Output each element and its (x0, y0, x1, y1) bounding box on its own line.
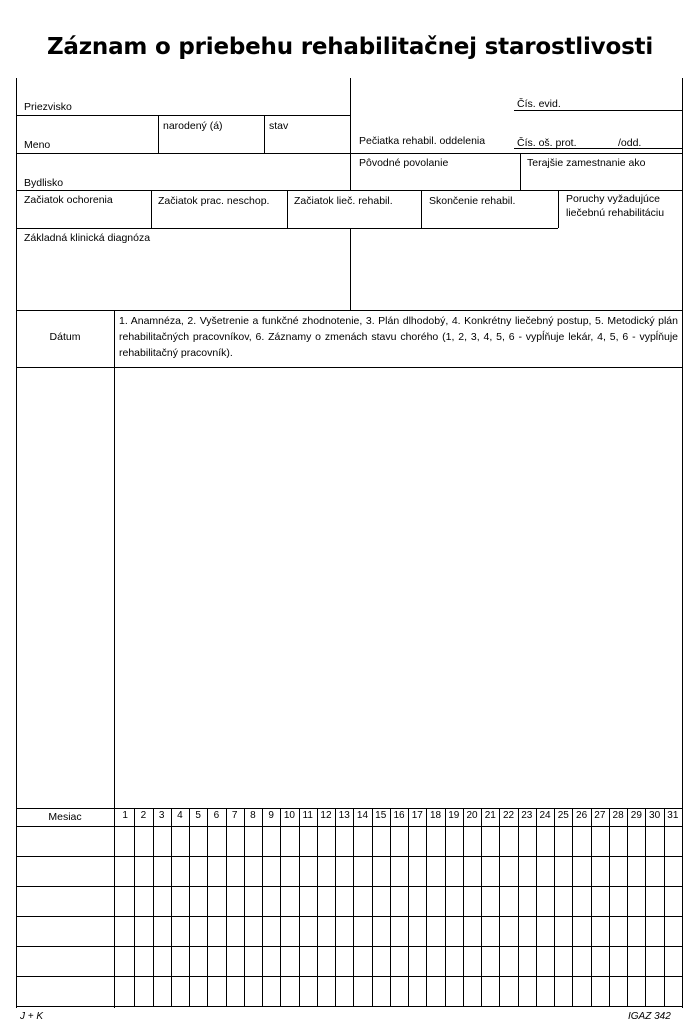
calendar-day-number: 6 (213, 810, 220, 821)
calendar-day-number: 29 (630, 810, 642, 821)
calendar-day-divider (645, 808, 646, 1006)
calendar-day-number: 4 (177, 810, 183, 821)
calendar-day-number: 10 (283, 810, 295, 821)
calendar-day-number: 26 (576, 810, 588, 821)
calendar-day-number: 1 (122, 810, 128, 821)
calendar-day-number: 23 (521, 810, 533, 821)
calendar-day-divider (280, 808, 281, 1006)
calendar-day-number: 24 (539, 810, 551, 821)
calendar-day-number: 15 (375, 810, 387, 821)
calendar-day-number: 8 (250, 810, 256, 821)
rehab-start-label: Začiatok lieč. rehabil. (294, 195, 393, 207)
calendar-day-divider (244, 808, 245, 1006)
rehab-end-label: Skončenie rehabil. (429, 195, 516, 207)
calendar-day-number: 9 (268, 810, 274, 821)
calendar-day-divider (499, 808, 500, 1006)
calendar-day-divider (445, 808, 446, 1006)
treatment-protocol-label: Čís. oš. prot. (517, 137, 577, 149)
calendar-day-number: 13 (338, 810, 350, 821)
calendar-day-divider (609, 808, 610, 1006)
calendar-day-number: 21 (484, 810, 496, 821)
disorders-label-line2: liečebnú rehabilitáciu (566, 207, 665, 219)
calendar-day-number: 30 (649, 810, 661, 821)
disorders-label-line1: Poruchy vyžadujúce (566, 193, 660, 205)
calendar-day-divider (481, 808, 482, 1006)
calendar-day-divider (317, 808, 318, 1006)
record-number-label: Čís. evid. (517, 98, 561, 110)
born-label: narodený (á) (163, 120, 223, 132)
calendar-day-divider (536, 808, 537, 1006)
calendar-day-divider (664, 808, 665, 1006)
footer-publisher: J + K (20, 1011, 44, 1022)
calendar-day-number: 22 (502, 810, 515, 821)
calendar-day-number: 20 (466, 810, 478, 821)
marital-status-label: stav (269, 120, 289, 132)
calendar-day-number: 27 (594, 810, 606, 821)
date-column-label: Dátum (49, 331, 81, 343)
calendar-day-divider (372, 808, 373, 1006)
calendar-day-divider (390, 808, 391, 1006)
calendar-day-divider (353, 808, 354, 1006)
illness-start-label: Začiatok ochorenia (24, 194, 113, 206)
calendar-day-divider (408, 808, 409, 1006)
department-stamp-label: Pečiatka rehabil. oddelenia (359, 135, 486, 147)
calendar-day-divider (518, 808, 519, 1006)
department-label: /odd. (618, 137, 642, 149)
calendar-day-number: 14 (356, 810, 369, 821)
calendar-day-number: 18 (429, 810, 442, 821)
calendar-day-divider (262, 808, 263, 1006)
calendar-day-divider (153, 808, 154, 1006)
calendar-day-divider (554, 808, 555, 1006)
calendar-day-number: 3 (158, 810, 165, 821)
calendar-day-number: 16 (393, 810, 405, 821)
calendar-day-divider (134, 808, 135, 1006)
calendar-day-number: 31 (667, 810, 679, 821)
calendar-day-divider (426, 808, 427, 1006)
calendar-day-divider (171, 808, 172, 1006)
calendar-day-divider (627, 808, 628, 1006)
calendar-day-divider (463, 808, 464, 1006)
calendar-day-number: 5 (195, 810, 201, 821)
calendar-day-number: 25 (557, 810, 569, 821)
calendar-day-divider (189, 808, 190, 1006)
calendar-day-number: 17 (411, 810, 423, 821)
calendar-day-number: 19 (448, 810, 460, 821)
original-occupation-label: Pôvodné povolanie (359, 157, 449, 169)
calendar-day-divider (299, 808, 300, 1006)
form-title: Záznam o priebehu rehabilitačnej starostlivosti (46, 34, 654, 60)
calendar-day-divider (591, 808, 592, 1006)
calendar-day-divider (572, 808, 573, 1006)
calendar-day-divider (226, 808, 227, 1006)
diagnosis-label: Základná klinická diagnóza (24, 232, 151, 244)
work-incapacity-start-label: Začiatok prac. neschop. (158, 195, 270, 207)
calendar-day-number: 11 (302, 810, 313, 821)
month-column-label: Mesiac (48, 811, 82, 823)
calendar-day-number: 28 (612, 810, 624, 821)
calendar-day-divider (335, 808, 336, 1006)
calendar-day-number: 7 (231, 810, 238, 821)
record-instructions: 1. Anamnéza, 2. Vyšetrenie a funkčné zhodnotenie, 3. Plán dlhodobý, 4. Konkrétny liečebný postup, 5. Metodický plán rehabilitačných pracovníkov, 6. Záznamy o zmenách stavu chorého (1, 2, 3, 4, 5, 6 - vypĺňuje lekár, 4, 5, 6 - vypĺňuje rehabilitačný pracovník). (119, 315, 678, 359)
footer-form-code: IGAZ 342 (628, 1011, 671, 1022)
surname-label: Priezvisko (24, 101, 72, 113)
calendar-day-number: 2 (140, 810, 147, 821)
calendar-day-divider (207, 808, 208, 1006)
current-employment-label: Terajšie zamestnanie ako (527, 157, 646, 169)
first-name-label: Meno (24, 139, 51, 151)
residence-label: Bydlisko (24, 177, 64, 189)
calendar-day-number: 12 (320, 810, 332, 821)
